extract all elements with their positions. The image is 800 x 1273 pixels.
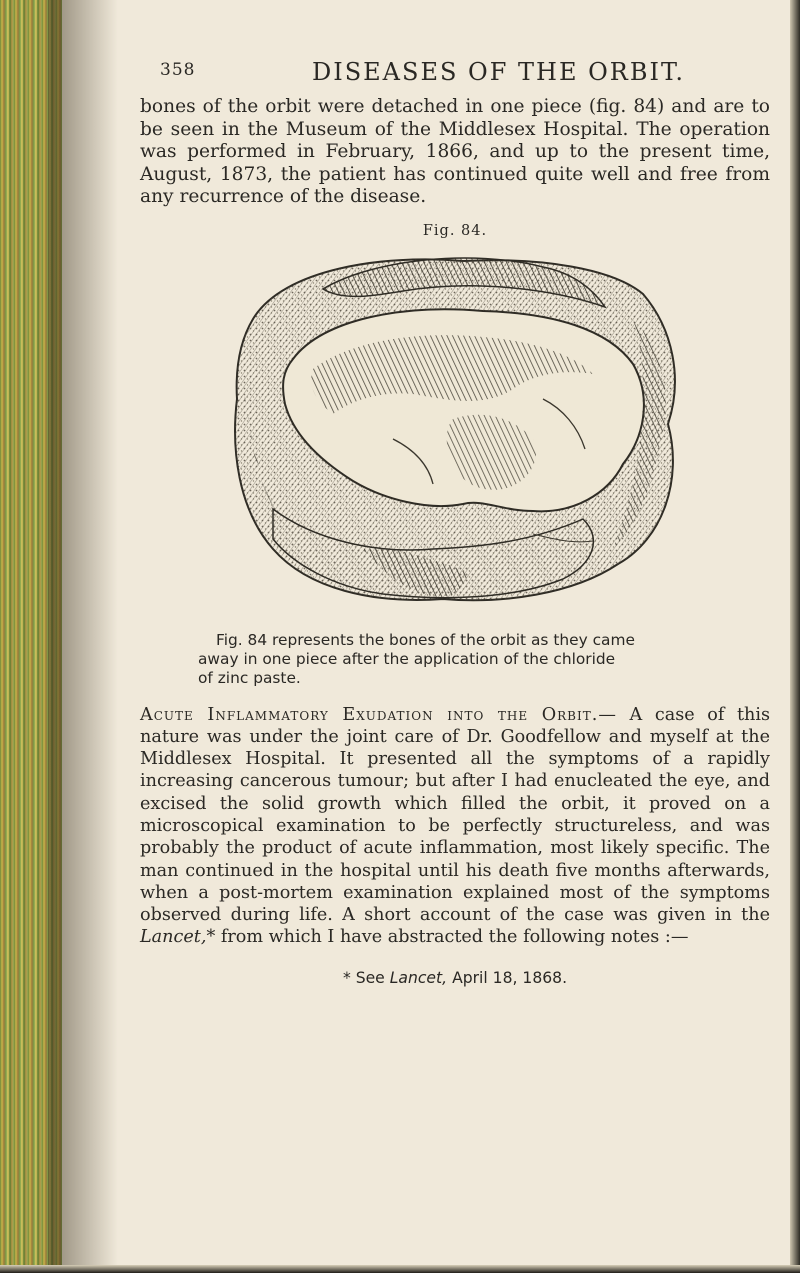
footnote-prefix: * See bbox=[342, 968, 390, 987]
section-paragraph bbox=[140, 704, 770, 949]
intro-paragraph: bones of the orbit were detached in one piece (fig. 84) and are to be seen in the Museum of the Middlesex Hospital. The operation was performed in February, 1866, and up to the present time, August, 1873, the patient has continued quite well and free from any recurrence of the disease. bbox=[140, 96, 770, 207]
caption-line-3: of zinc paste. bbox=[198, 668, 301, 687]
bottom-page-edge bbox=[0, 1265, 800, 1273]
section-body-italic: Lancet, bbox=[140, 927, 207, 948]
right-page-edge bbox=[790, 0, 800, 1273]
orbit-bones-engraving-icon bbox=[213, 249, 693, 619]
figure-84 bbox=[213, 249, 693, 619]
figure-label: Fig. 84. bbox=[422, 222, 488, 239]
section-body: A case of this nature was under the joint care of Dr. Goodfellow and myself at the Middlesex Hospital. It presented all the symptoms of a rapidly increasing cancerous tumour; but after I had enucleated the eye, and excised the solid growth which filled the orbit, it proved on a microscopical examination to be perfectly structureless, and was probably the product of acute inflammation, most likely specific. The man continued in the hospital until his death five months afterwards, when a post-mortem examination explained most of the symptoms observed during life. A short account of the case was given in the bbox=[140, 704, 771, 926]
caption-line-1: Fig. 84 represents the bones of the orbit as they came bbox=[216, 630, 635, 649]
footnote bbox=[140, 969, 770, 987]
running-title: DISEASES OF THE ORBIT. bbox=[312, 58, 686, 86]
page-content bbox=[140, 56, 770, 987]
running-head bbox=[140, 56, 770, 96]
section-heading: Acute Inflammatory Exudation into the Orbit.— bbox=[140, 704, 617, 725]
caption-line-2: away in one piece after the application of the chloride bbox=[198, 649, 616, 668]
footnote-italic: Lancet, bbox=[389, 968, 448, 987]
gutter-shadow bbox=[48, 0, 118, 1273]
footnote-suffix: April 18, 1868. bbox=[447, 968, 568, 987]
section-body-end: * from which I have abstracted the following notes :— bbox=[206, 927, 689, 948]
figure-caption bbox=[140, 631, 770, 688]
page-number: 358 bbox=[160, 60, 196, 80]
